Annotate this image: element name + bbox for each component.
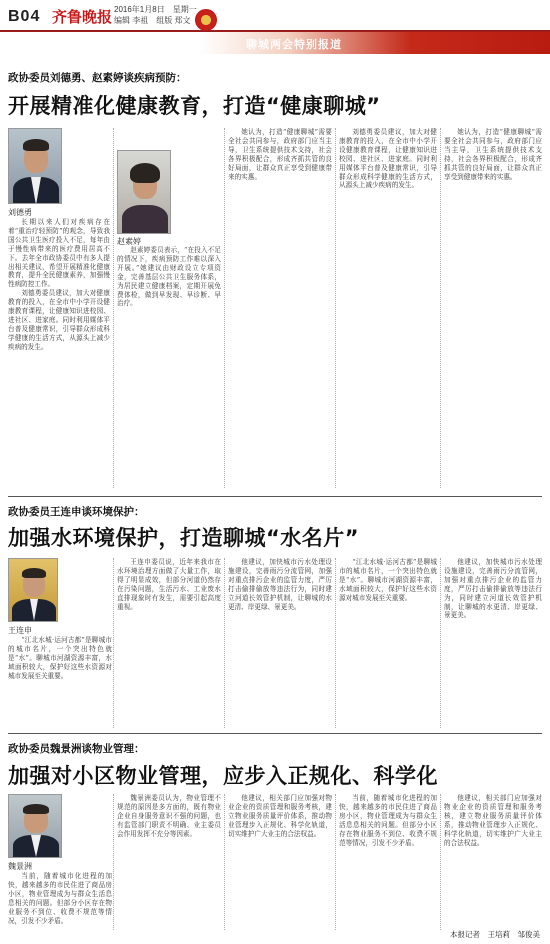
article-1-column-4 — [339, 128, 437, 490]
column-divider — [224, 794, 225, 930]
date-line: 2016年1月8日 星期一 — [114, 5, 197, 14]
paper-logo: 齐鲁晚报 — [52, 8, 113, 26]
article-2-headline: 加强水环境保护，打造聊城“水名片” — [8, 526, 360, 550]
column-divider — [335, 794, 336, 930]
banner-title: 聊城两会特别报道 — [246, 38, 342, 51]
article-3-column-3 — [228, 794, 332, 930]
article-2-column-2 — [117, 558, 221, 728]
article-2-para-1b: “江北水城·运河古都”是聊城市的城市名片，一个突出特色就是“水”。聊城市河湖资源丰富，水域面积较大，保护好这些水资源对城市发展至关重要。 — [339, 558, 437, 602]
masthead — [0, 0, 550, 36]
column-divider — [224, 558, 225, 728]
section-rule — [8, 733, 542, 734]
column-divider — [440, 558, 441, 728]
section-rule — [8, 496, 542, 497]
article-3-para-3b: 他建议，相关部门应加强对物业企业的资质管理和服务考核，建立物业服务质量评价体系，推动物业管理步入正规化、科学化轨道，切实维护广大业主的合法权益。 — [444, 794, 542, 847]
article-1-column-1 — [8, 218, 110, 490]
article-2-column-5 — [444, 558, 542, 728]
article-2-column-3 — [228, 558, 332, 728]
article-1-para-2: 刘德勇委员建议，加大对健康教育的投入，在全市中小学开设健康教育课程，让健康知识进校园、进社区、进家庭。同时利用媒体平台普及健康常识，引导群众形成科学健康的生活方式，从源头上减少疾病的发生。 — [8, 289, 110, 351]
column-divider — [224, 128, 225, 488]
column-divider — [440, 794, 441, 930]
article-1-column-5 — [444, 128, 542, 490]
article-2-column-1 — [8, 636, 112, 726]
page-number: B04 — [8, 8, 41, 25]
date-block — [114, 4, 197, 26]
reporter-credits: 本报记者 王培莉 邹俊美 — [450, 930, 540, 939]
article-3-headline: 加强对小区物业管理，应步入正规化、科学化 — [8, 764, 438, 788]
article-3-para-2: 魏景洲委员认为，物业管理不规范的原因是多方面的，既有物业企业自身服务意识不强的问题，也有监管部门职责不明确、业主委员会作用发挥不充分等因素。 — [117, 794, 221, 838]
portrait-photo-3 — [8, 558, 58, 622]
article-3-column-1 — [8, 872, 112, 930]
article-3-para-1: 当前，随着城市化进程的加快，越来越多的市民住进了商品房小区，物业管理成为与群众生活息息相关的问题。但部分小区存在物业服务不到位、收费不规范等情况，引发不少矛盾。 — [8, 872, 112, 925]
article-3-column-5 — [444, 794, 542, 922]
article-2-para-3: 他建议，加快城市污水处理设施建设，完善雨污分流管网，加强对重点排污企业的监管力度，严厉打击偷排偷放等违法行为，同时建立河道长效管护机制，让聊城的水更清、岸更绿、景更美。 — [228, 558, 332, 611]
article-1-column-2 — [117, 246, 221, 490]
column-divider — [335, 128, 336, 488]
article-2-para-2: 王连申委员说，近年来我市在水环境治理方面做了大量工作，取得了明显成效，但部分河道仍然存在污染问题，生活污水、工业废水直排现象时有发生，需要引起高度重视。 — [117, 558, 221, 611]
column-divider — [113, 128, 114, 488]
article-3-para-3: 他建议，相关部门应加强对物业企业的资质管理和服务考核，建立物业服务质量评价体系，推动物业管理步入正规化、科学化轨道，切实维护广大业主的合法权益。 — [228, 794, 332, 838]
photo-caption-4: 魏景洲 — [8, 862, 32, 871]
column-divider — [113, 558, 114, 728]
article-1-column-3 — [228, 128, 332, 490]
article-1-para-4b: 她认为，打造“健康聊城”需要全社会共同参与，政府部门应当主导，卫生系统提供技术支持，社会各界积极配合，形成齐抓共管的良好局面，让群众真正享受到健康带来的实惠。 — [444, 128, 542, 181]
article-2-para-1: “江北水城·运河古都”是聊城市的城市名片，一个突出特色就是“水”。聊城市河湖资源丰富，水域面积较大，保护好这些水资源对城市发展至关重要。 — [8, 636, 112, 680]
editor-line: 编辑 李祖 组版 郑文 — [114, 16, 191, 25]
portrait-photo-1 — [8, 128, 62, 204]
photo-caption-3: 王连申 — [8, 626, 32, 635]
article-3-column-4 — [339, 794, 437, 930]
article-1-headline: 开展精准化健康教育，打造“健康聊城” — [8, 94, 381, 118]
article-3-para-1b: 当前，随着城市化进程的加快，越来越多的市民住进了商品房小区，物业管理成为与群众生活息息相关的问题。但部分小区存在物业服务不到位、收费不规范等情况，引发不少矛盾。 — [339, 794, 437, 847]
article-3-kicker: 政协委员魏景洲谈物业管理： — [8, 743, 145, 755]
article-3-column-2 — [117, 794, 221, 930]
emblem-icon — [195, 9, 217, 31]
article-1-para-2b: 刘德勇委员建议，加大对健康教育的投入，在全市中小学开设健康教育课程，让健康知识进校园、进社区、进家庭。同时利用媒体平台普及健康常识，引导群众形成科学健康的生活方式，从源头上减少疾病的发生。 — [339, 128, 437, 190]
article-1-para-1: 长期以来人们对疾病存在着“重治疗轻预防”的观念，导致我国公共卫生医疗投入不足，每年由于慢性病带来的医疗费用居高不下。去年全市政协委员中有多人提出相关建议，希望开展精准化健康教育，提升全民健康素养，加强慢性病防控工作。 — [8, 218, 110, 289]
column-divider — [113, 794, 114, 930]
portrait-photo-4 — [8, 794, 62, 858]
article-1-para-3b: 她认为，打造“健康聊城”需要全社会共同参与，政府部门应当主导，卫生系统提供技术支持，社会各界积极配合，形成齐抓共管的良好局面，让群众真正享受到健康带来的实惠。 — [228, 128, 332, 181]
article-2-para-3b: 他建议，加快城市污水处理设施建设，完善雨污分流管网，加强对重点排污企业的监管力度，严厉打击偷排偷放等违法行为，同时建立河道长效管护机制，让聊城的水更清、岸更绿、景更美。 — [444, 558, 542, 620]
article-1-kicker: 政协委员刘德勇、赵素婷谈疾病预防： — [8, 72, 187, 84]
column-divider — [440, 128, 441, 488]
article-1-para-3: 赵素婷委员表示，“在投入不足的情况下，疾病预防工作难以深入开展。”她建议由财政设立专项资金，完善基层公共卫生服务体系，为居民建立健康档案，定期开展免费体检，做到早发现、早诊断、早治疗。 — [117, 246, 221, 308]
column-divider — [335, 558, 336, 728]
photo-caption-1: 刘德勇 — [8, 208, 32, 217]
article-2-column-4 — [339, 558, 437, 728]
article-2-kicker: 政协委员王连申谈环境保护： — [8, 506, 145, 518]
photo-caption-2: 赵素婷 — [117, 237, 141, 246]
portrait-photo-2 — [117, 150, 171, 234]
